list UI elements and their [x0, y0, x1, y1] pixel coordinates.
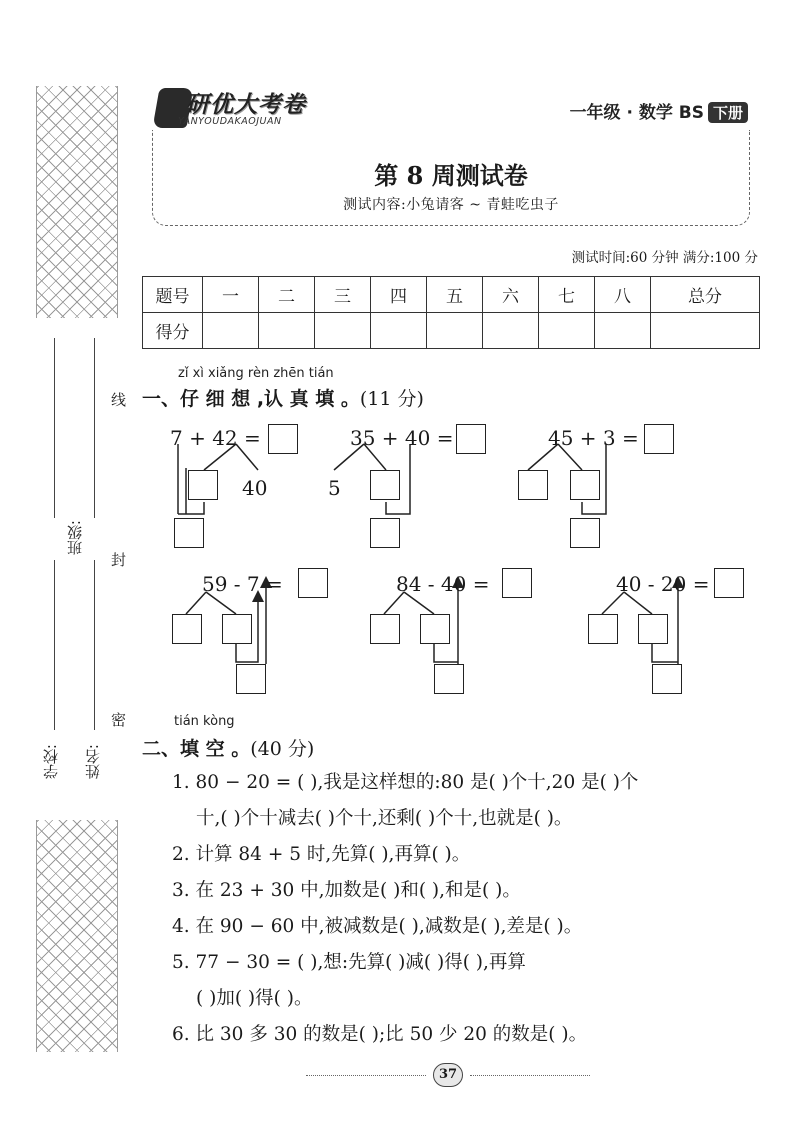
answer-box[interactable]	[644, 424, 674, 454]
score-blank[interactable]	[315, 313, 371, 349]
answer-box[interactable]	[370, 470, 400, 500]
footer-dots-right	[470, 1075, 590, 1076]
score-cell: 二	[259, 277, 315, 313]
given-number: 40	[242, 476, 268, 500]
answer-box[interactable]	[588, 614, 618, 644]
fill-question-line: 十,( )个十减去( )个十,还剩( )个十,也就是( )。	[196, 808, 573, 829]
score-cell: 八	[595, 277, 651, 313]
score-cell: 五	[427, 277, 483, 313]
binding-hatch-top	[36, 86, 118, 318]
fill-question-line: 3. 在 23 + 30 中,加数是( )和( ),和是( )。	[172, 880, 521, 901]
score-cell: 四	[371, 277, 427, 313]
problem-expression: 84 - 40 =	[396, 572, 490, 596]
score-blank[interactable]	[371, 313, 427, 349]
problem-expression: 7 + 42 =	[170, 426, 261, 450]
answer-box[interactable]	[172, 614, 202, 644]
section1-pinyin: zǐ xì xiǎng rèn zhēn tián	[178, 366, 334, 381]
score-blank[interactable]	[483, 313, 539, 349]
score-cell: 三	[315, 277, 371, 313]
footer-dots-left	[306, 1075, 426, 1076]
answer-box[interactable]	[434, 664, 464, 694]
fill-question-line: 4. 在 90 − 60 中,被减数是( ),减数是( ),差是( )。	[172, 916, 583, 937]
secret-label: 密	[109, 712, 127, 727]
section2-title-text: 二、填 空 。	[142, 738, 251, 760]
fill-question-line: 1. 80 − 20 = ( ),我是这样想的:80 是( )个十,20 是( )个	[172, 772, 639, 793]
binding-hatch-bottom	[36, 820, 118, 1052]
answer-box[interactable]	[518, 470, 548, 500]
test-content: 测试内容:小兔请客 ~ 青蛙吃虫子	[343, 197, 559, 213]
school-label: 学校:	[42, 744, 60, 780]
answer-box[interactable]	[222, 614, 252, 644]
test-time-info: 测试时间:60 分钟 满分:100 分	[571, 250, 758, 266]
score-cell: 题号	[143, 277, 203, 313]
section2-pinyin: tián kòng	[174, 714, 235, 729]
section2-title	[142, 734, 314, 761]
section1-points: (11 分)	[359, 388, 424, 410]
seal-label: 封	[109, 552, 127, 567]
answer-box[interactable]	[570, 518, 600, 548]
volume-badge: 下册	[708, 102, 748, 123]
class-label: 班级:	[66, 520, 84, 556]
section1-title	[142, 384, 424, 411]
score-blank[interactable]	[539, 313, 595, 349]
answer-box[interactable]	[420, 614, 450, 644]
answer-box[interactable]	[174, 518, 204, 548]
answer-box[interactable]	[268, 424, 298, 454]
score-table	[142, 276, 760, 349]
logo-text: 研优大考卷	[186, 92, 306, 118]
score-label-cell: 得分	[143, 313, 203, 349]
binding-rule	[94, 338, 95, 518]
answer-box[interactable]	[502, 568, 532, 598]
diagram-lines	[140, 414, 760, 704]
grade-text: 一年级 · 数学 BS	[569, 103, 704, 123]
answer-box[interactable]	[456, 424, 486, 454]
page-title: 第 8 周测试卷	[374, 161, 528, 190]
problem-expression: 45 + 3 =	[548, 426, 639, 450]
score-cell: 六	[483, 277, 539, 313]
score-blank[interactable]	[427, 313, 483, 349]
score-blank[interactable]	[203, 313, 259, 349]
section2-points: (40 分)	[250, 738, 315, 760]
decomposition-diagrams	[140, 414, 760, 704]
score-cell: 总分	[651, 277, 760, 313]
logo-subtext: YANYOUDAKAOJUAN	[178, 116, 282, 127]
problem-expression: 40 - 20 =	[616, 572, 710, 596]
binding-rule	[94, 560, 95, 730]
answer-box[interactable]	[236, 664, 266, 694]
score-blank[interactable]	[651, 313, 760, 349]
name-label: 姓名:	[84, 744, 102, 780]
score-value-row	[143, 313, 760, 349]
answer-box[interactable]	[652, 664, 682, 694]
answer-box[interactable]	[370, 614, 400, 644]
fill-question-line: 6. 比 30 多 30 的数是( );比 50 少 20 的数是( )。	[172, 1024, 588, 1045]
answer-box[interactable]	[370, 518, 400, 548]
fill-question-line: 5. 77 − 30 = ( ),想:先算( )减( )得( ),再算	[172, 952, 526, 973]
score-blank[interactable]	[595, 313, 651, 349]
answer-box[interactable]	[714, 568, 744, 598]
title-box	[152, 130, 750, 226]
given-number: 5	[328, 476, 341, 500]
score-cell: 一	[203, 277, 259, 313]
grade-subject	[570, 98, 748, 123]
binding-rule	[54, 338, 55, 518]
problem-expression: 35 + 40 =	[350, 426, 454, 450]
score-header-row	[143, 277, 760, 313]
binding-rule	[54, 560, 55, 730]
brand-logo	[156, 86, 326, 132]
problem-expression: 59 - 7 =	[202, 572, 283, 596]
page-number: 37	[433, 1063, 463, 1087]
binding-margin	[0, 0, 140, 1138]
section1-title-text: 一、仔 细 想 ,认 真 填 。	[142, 388, 360, 410]
fill-question-line: ( )加( )得( )。	[196, 988, 313, 1009]
score-blank[interactable]	[259, 313, 315, 349]
answer-box[interactable]	[188, 470, 218, 500]
answer-box[interactable]	[298, 568, 328, 598]
answer-box[interactable]	[570, 470, 600, 500]
fill-question-line: 2. 计算 84 + 5 时,先算( ),再算( )。	[172, 844, 471, 865]
cut-line-label: 线	[109, 392, 127, 407]
score-cell: 七	[539, 277, 595, 313]
answer-box[interactable]	[638, 614, 668, 644]
